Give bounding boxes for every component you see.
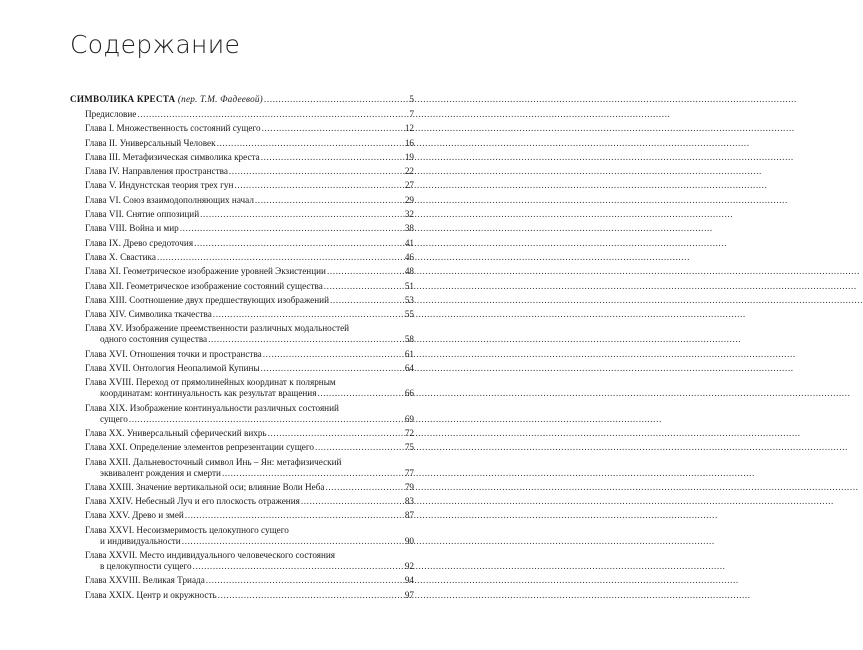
toc-entry-title-continuation: сущего (100, 413, 128, 424)
toc-page-number: 58 (404, 334, 414, 345)
toc-entry[interactable] (70, 238, 414, 249)
dot-leader (234, 180, 403, 191)
toc-entry-title: Глава XXIX. Центр и окружность (85, 589, 217, 600)
toc-page-number: 29 (404, 194, 414, 205)
dot-leader (261, 152, 404, 163)
toc-entry[interactable] (70, 109, 414, 120)
toc-entry-title: Глава III. Метафизическая символика креста (85, 151, 260, 162)
dot-leader (222, 468, 404, 479)
toc-entry[interactable] (70, 510, 414, 521)
toc-main-entry[interactable] (70, 94, 414, 105)
dot-leader (325, 482, 403, 493)
dot-leader (301, 496, 404, 507)
toc-entry-title: Глава XXIII. Значение вертикальной оси; влияние Воли Неба (85, 481, 325, 492)
dot-leader (268, 428, 404, 439)
toc-entry[interactable] (70, 123, 414, 134)
toc-entry-title: Глава II. Универсальный Человек (85, 137, 216, 148)
toc-page-number: 87 (404, 510, 414, 521)
dot-leader (315, 442, 404, 453)
toc-entry[interactable] (70, 195, 414, 206)
dot-leader (182, 536, 404, 547)
toc-entry-title: Глава VI. Союз взаимодополняющих начал (85, 194, 254, 205)
toc-entry-title: Глава XVI. Отношения точки и пространства (85, 348, 262, 359)
toc-entry[interactable] (70, 550, 414, 572)
toc-entry[interactable] (70, 223, 414, 234)
toc-entry-title: Глава VII. Снятие оппозиций (85, 209, 200, 220)
toc-entry[interactable] (70, 266, 414, 277)
dot-leader (137, 109, 408, 120)
toc-entry-title: Глава XVII. Онтология Неопалимой Купины (85, 363, 260, 374)
toc-entry-title: Глава XIV. Символика ткачества (85, 309, 212, 320)
translator-note: (пер. Т.М. Фадеевой) (177, 94, 263, 104)
toc-entry[interactable] (70, 295, 414, 306)
table-of-contents (70, 94, 414, 604)
toc-entry[interactable] (70, 323, 414, 345)
toc-entry[interactable] (70, 166, 414, 177)
toc-entry-title: Глава VIII. Война и мир (85, 223, 179, 234)
dot-leader (217, 138, 404, 149)
toc-entry-title: Глава I. Множественность состояний сущего (85, 123, 261, 134)
toc-entry-title: Глава XIX. Изображение континуальности различных состояний (85, 402, 339, 413)
toc-entry-title: Глава XXII. Дальневосточный символ Инь – Ян: метафизический (85, 456, 342, 467)
toc-entry-title: Глава XXVI. Несоизмеримость целокупного сущего (85, 524, 289, 535)
dot-leader (200, 209, 404, 220)
dot-leader (193, 561, 404, 572)
toc-entry-title: Глава XI. Геометрическое изображение уровней Экзистенции (85, 266, 326, 277)
toc-page-number: 64 (404, 363, 414, 374)
toc-entry-title: Глава XII. Геометрическое изображение состояний существа (85, 280, 323, 291)
toc-page-number: 5 (409, 94, 414, 104)
toc-page-number: 16 (404, 137, 414, 148)
dot-leader (229, 166, 404, 177)
toc-entry-title: Глава XXVII. Место индивидуального человеческого состояния (85, 550, 336, 561)
toc-entry[interactable] (70, 281, 414, 292)
toc-page-number: 92 (404, 561, 414, 572)
toc-page-number: 27 (404, 180, 414, 191)
toc-entry-title: Глава XXVIII. Великая Триада (85, 575, 205, 586)
section-title: СИМВОЛИКА КРЕСТА (70, 94, 176, 104)
toc-entry[interactable] (70, 482, 414, 493)
toc-page-number: 83 (404, 496, 414, 507)
toc-entry[interactable] (70, 575, 414, 586)
toc-entry-title-continuation: одного состояния существа (100, 334, 208, 345)
dot-leader (264, 94, 408, 105)
dot-leader (263, 349, 404, 360)
dot-leader (261, 363, 404, 374)
toc-page-number: 79 (404, 481, 414, 492)
toc-page-number: 38 (404, 223, 414, 234)
toc-entry-title-continuation: и индивидуальности (100, 535, 181, 546)
toc-entry[interactable] (70, 377, 414, 399)
toc-entry[interactable] (70, 525, 414, 547)
toc-entry[interactable] (70, 252, 414, 263)
toc-entry-title: Глава XX. Универсальный сферический вихрь (85, 427, 267, 438)
toc-entry-title-continuation: в целокупности сущего (100, 561, 192, 572)
toc-entry[interactable] (70, 428, 414, 439)
toc-entry[interactable] (70, 496, 414, 507)
toc-entry-title-continuation: координатам: континуальность как результат вращения (100, 388, 317, 399)
dot-leader (330, 295, 404, 306)
toc-page-number: 48 (404, 266, 414, 277)
toc-page-number: 12 (404, 123, 414, 134)
toc-entry[interactable] (70, 403, 414, 425)
toc-entry-title: Глава XIII. Соотношение двух предшествующих изображений (85, 294, 330, 305)
dot-leader (324, 281, 404, 292)
toc-entry[interactable] (70, 349, 414, 360)
toc-entry[interactable] (70, 138, 414, 149)
dot-leader (206, 575, 404, 586)
toc-page-number: 69 (404, 413, 414, 424)
toc-entry-title: Глава XV. Изображение преемственности различных модальностей (85, 323, 350, 334)
toc-page-number: 32 (404, 209, 414, 220)
toc-entry[interactable] (70, 363, 414, 374)
dot-leader (185, 510, 404, 521)
toc-entry-title: Глава V. Индунстская теория трех гун (85, 180, 234, 191)
toc-entry[interactable] (70, 209, 414, 220)
toc-page-number: 46 (404, 251, 414, 262)
toc-page-number: 7 (409, 109, 414, 119)
toc-page-number: 94 (404, 575, 414, 586)
toc-entry[interactable] (70, 457, 414, 479)
toc-entry-title: Глава XXV. Древо и змей (85, 510, 184, 521)
page-title: Содержание (70, 30, 241, 59)
toc-page-number: 66 (404, 388, 414, 399)
toc-entry-title: Глава XXI. Определение элементов репрезентации сущего (85, 442, 314, 453)
dot-leader (262, 123, 404, 134)
toc-entry[interactable] (70, 152, 414, 163)
toc-page-number: 75 (404, 442, 414, 453)
dot-leader (180, 223, 404, 234)
toc-page-number: 53 (404, 294, 414, 305)
dot-leader (213, 309, 404, 320)
toc-entry[interactable] (70, 442, 414, 453)
dot-leader (129, 414, 404, 425)
dot-leader (327, 266, 404, 277)
toc-entry-title: Глава XXIV. Небесный Луч и его плоскость отражения (85, 496, 300, 507)
toc-page-number: 22 (404, 166, 414, 177)
toc-entry[interactable] (70, 309, 414, 320)
toc-page-number: 97 (404, 589, 414, 600)
dot-leader (194, 238, 404, 249)
toc-entry[interactable] (70, 180, 414, 191)
dot-leader (317, 388, 403, 399)
toc-main-entry-label (70, 94, 263, 105)
dot-leader (157, 252, 404, 263)
toc-entry-title-continuation: эквивалент рождения и смерти (100, 467, 221, 478)
dot-leader (255, 195, 404, 206)
toc-page-number: 90 (404, 535, 414, 546)
toc-page-number: 77 (404, 467, 414, 478)
toc-page-number: 19 (404, 151, 414, 162)
toc-page-number: 55 (404, 309, 414, 320)
toc-entry-title: Глава X. Свастика (85, 251, 156, 262)
toc-page-number: 51 (404, 280, 414, 291)
dot-leader (208, 334, 404, 345)
toc-page-number: 72 (404, 427, 414, 438)
toc-entry-title: Предисловие (85, 109, 137, 119)
dot-leader (218, 590, 404, 601)
toc-page-number: 61 (404, 348, 414, 359)
toc-entry-title: Глава IV. Направления пространства (85, 166, 228, 177)
toc-entry-title: Глава XVIII. Переход от прямолинейных координат к полярным (85, 377, 336, 388)
toc-entry-title: Глава IX. Древо средоточия (85, 237, 194, 248)
toc-entry[interactable] (70, 590, 414, 601)
toc-page-number: 41 (404, 237, 414, 248)
